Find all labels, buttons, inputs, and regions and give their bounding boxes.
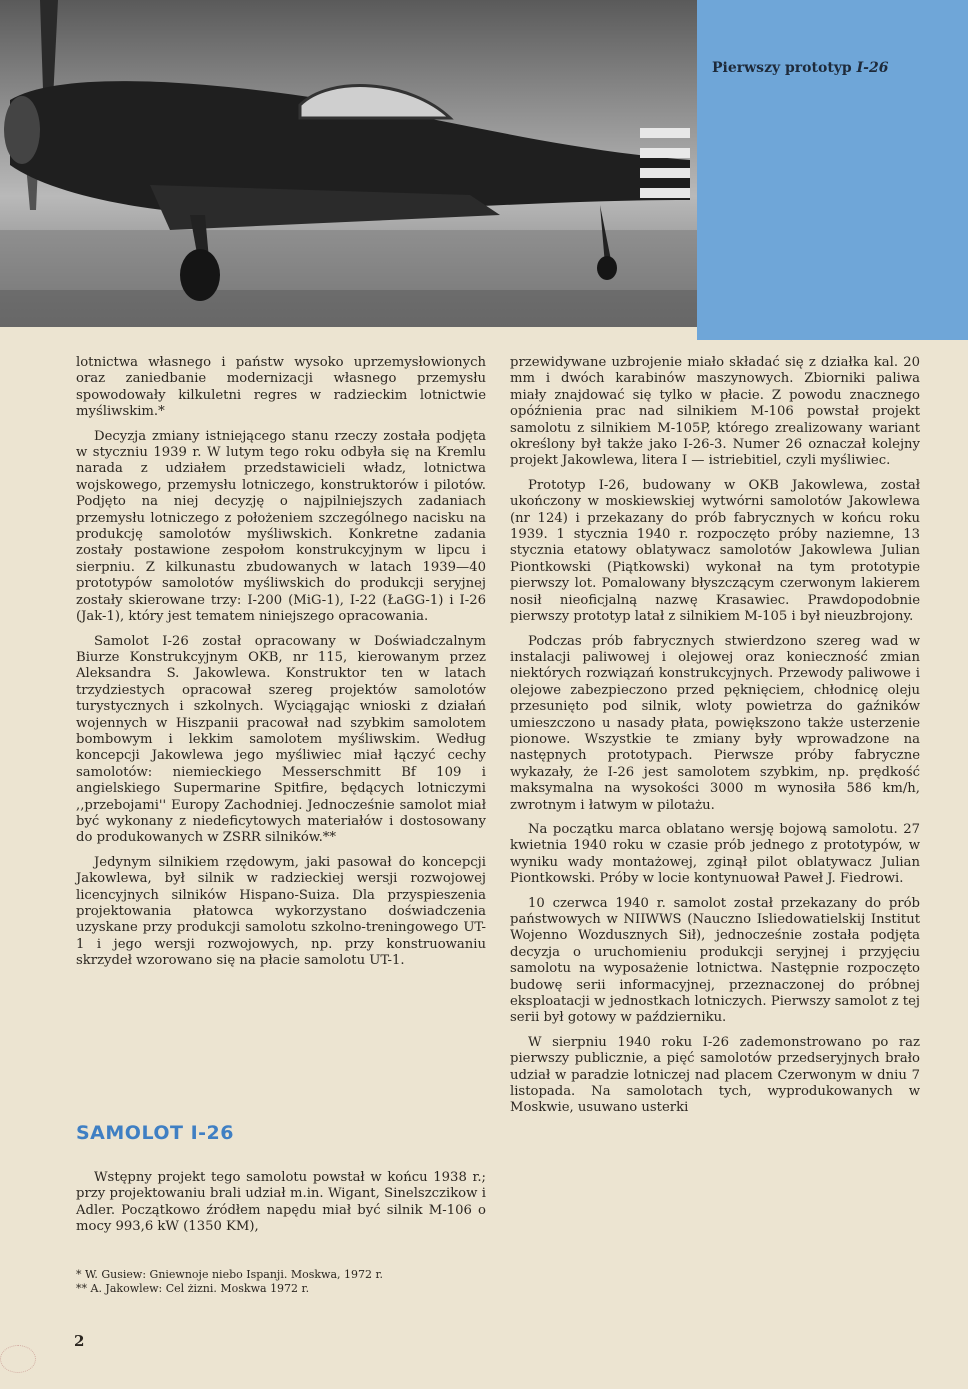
aircraft-photo (0, 0, 697, 327)
paragraph: Na początku marca oblatano wersję bojową samolotu. 27 kwietnia 1940 roku w czasie prób jednego z prototypów, w wyniku wady montażowej, zginął pilot oblatywacz Julian Piontkowski. Próby w locie kontynuował Paweł J. Fiedrowi. (510, 821, 920, 887)
paragraph: lotnictwa własnego i państw wysoko uprzemysłowionych oraz zaniedbanie modernizacji własnego przemysłu spowodowały kilkuletni regres w radzieckim lotnictwie myśliwskim.* (76, 355, 486, 420)
photo-caption: Pierwszy prototyp I-26 (712, 60, 889, 76)
paragraph: W sierpniu 1940 roku I-26 zademonstrowano po raz pierwszy publicznie, a pięć samolotów przedseryjnych brało udział w paradzie lotniczej nad placem Czerwonym w dniu 7 listopada. Na samolotach tych, wyprodukowanych w Moskwie, usuwano usterki (510, 1034, 920, 1116)
paragraph: Samolot I-26 został opracowany w Doświadczalnym Biurze Konstrukcyjnym OKB, nr 115, kierowanym przez Aleksandra S. Jakowlewa. Konstruktor ten w latach trzydziestych opracował szereg projektów samolotów turystycznych i szkolnych. Wyciągając wnioski z działań wojennych w Hiszpanii pracował nad szybkim samolotem bombowym i lekkim samolotem myśliwskim. Według koncepcji Jakowlewa jego myśliwiec miał łączyć cechy samolotów: niemieckiego Messerschmitt Bf 109 i angielskiego Supermarine Spitfire, będących lotniczymi ,,przebojami'' Europy Zachodniej. Jednocześnie samolot miał być wykonany z niedeficytowych materiałów i dostosowany do produkowanych w ZSRR silników.** (76, 633, 486, 846)
footnotes (76, 1268, 486, 1296)
page-number: 2 (74, 1332, 85, 1350)
left-column-section (76, 1170, 486, 1244)
caption-panel (697, 0, 968, 340)
paragraph: Wstępny projekt tego samolotu powstał w końcu 1938 r.; przy projektowaniu brali udział m.in. Wigant, Sinelszczikow i Adler. Początkowo źródłem napędu miał być silnik M-106 o mocy 993,6 kW (1350 KM), (76, 1170, 486, 1235)
right-column (510, 355, 920, 1125)
paragraph: przewidywane uzbrojenie miało składać się z działka kal. 20 mm i dwóch karabinów maszynowych. Zbiorniki paliwa miały znajdować się tylko w płacie. Z powodu znacznego opóźnienia prac nad silnikiem M-106 powstał projekt samolotu z silnikiem M-105P, którego zrealizowany wariant określony był także jako I-26-3. Numer 26 oznaczał kolejny projekt Jakowlewa, litera I — istriebitiel, czyli myśliwiec. (510, 355, 920, 469)
section-heading: SAMOLOT I-26 (76, 1122, 234, 1144)
paragraph: Podczas prób fabrycznych stwierdzono szereg wad w instalacji paliwowej i olejowej oraz konieczność zmian niektórych rozwiązań konstrukcyjnych. Przewody paliwowe i olejowe zabezpieczono przed pęknięciem, chłodnicę oleju przesunięto pod silnik, wloty powietrza do gaźników umieszczono u nasady płata, powiększono także usterzenie pionowe. Wszystkie te zmiany były wprowadzone na następnych prototypach. Pierwsze próby fabryczne wykazały, że I-26 jest samolotem szybkim, np. prędkość maksymalna na wysokości 3000 m wynosiła 586 km/h, zwrotnym i łatwym w pilotażu. (510, 633, 920, 813)
prototype-aircraft-illustration (0, 0, 697, 327)
paragraph: Jedynym silnikiem rzędowym, jaki pasował do koncepcji Jakowlewa, był silnik w radzieckiej wersji rozwojowej licencyjnych silników Hispano-Suiza. Dla przyspieszenia projektowania płatowca wykorzystano doświadczenia uzyskane przy produkcji samolotu szkolno-treningowego UT-1 i jego wersji rozwojowych, np. przy konstruowaniu skrzydeł wzorowano się na płacie samolotu UT-1. (76, 854, 486, 969)
paragraph: 10 czerwca 1940 r. samolot został przekazany do prób państwowych w NIIWWS (Nauczno Isliedowatielskij Institut Wojenno Wozdusznych Sił), jednocześnie została podjęta decyzja o uruchomieniu produkcji seryjnej i przyjęciu samolotu na wyposażenie lotnictwa. Następnie rozpoczęto budowę serii informacyjnej, przeznaczonej do próbnej eksploatacji w jednostkach lotniczych. Pierwszy samolot z tej serii był gotowy w październiku. (510, 895, 920, 1026)
footnote: ** A. Jakowlew: Cel żizni. Moskwa 1972 r. (76, 1282, 310, 1295)
left-column (76, 355, 486, 978)
paragraph: Decyzja zmiany istniejącego stanu rzeczy została podjęta w styczniu 1939 r. W lutym tego roku odbyła się na Kremlu narada z udziałem przedstawicieli władz, lotnictwa wojskowego, przemysłu lotniczego, konstruktorów i pilotów. Podjęto na niej decyzję o najpilniejszych zadaniach przemysłu lotniczego z położeniem szczególnego nacisku na produkcję samolotów myśliwskich. Konkretne zadania zostały postawione zespołom konstrukcyjnym w lipcu i sierpniu. Z kilkunastu zbudowanych w latach 1939—40 prototypów samolotów myśliwskich do produkcji seryjnej zostały skierowane trzy: I-200 (MiG-1), I-22 (ŁaGG-1) i I-26 (Jak-1), który jest tematem niniejszego opracowania. (76, 428, 486, 625)
footnote: * W. Gusiew: Gniewnoje niebo Ispanji. Moskwa, 1972 r. (76, 1268, 384, 1281)
library-stamp (0, 1345, 36, 1373)
paragraph: Prototyp I-26, budowany w OKB Jakowlewa, został ukończony w moskiewskiej wytwórni samolotów Jakowlewa (nr 124) i przekazany do prób fabrycznych w końcu roku 1939. 1 stycznia 1940 r. rozpoczęto próby naziemne, 13 stycznia etatowy oblatywacz samolotów Jakowlewa Julian Piontkowski (Piątkowski) wykonał na tym prototypie pierwszy lot. Pomalowany błyszczącym czerwonym lakierem nosił nieoficjalną nazwę Krasawiec. Prawdopodobnie pierwszy prototyp latał z silnikiem M-105 i był nieuzbrojony. (510, 477, 920, 625)
